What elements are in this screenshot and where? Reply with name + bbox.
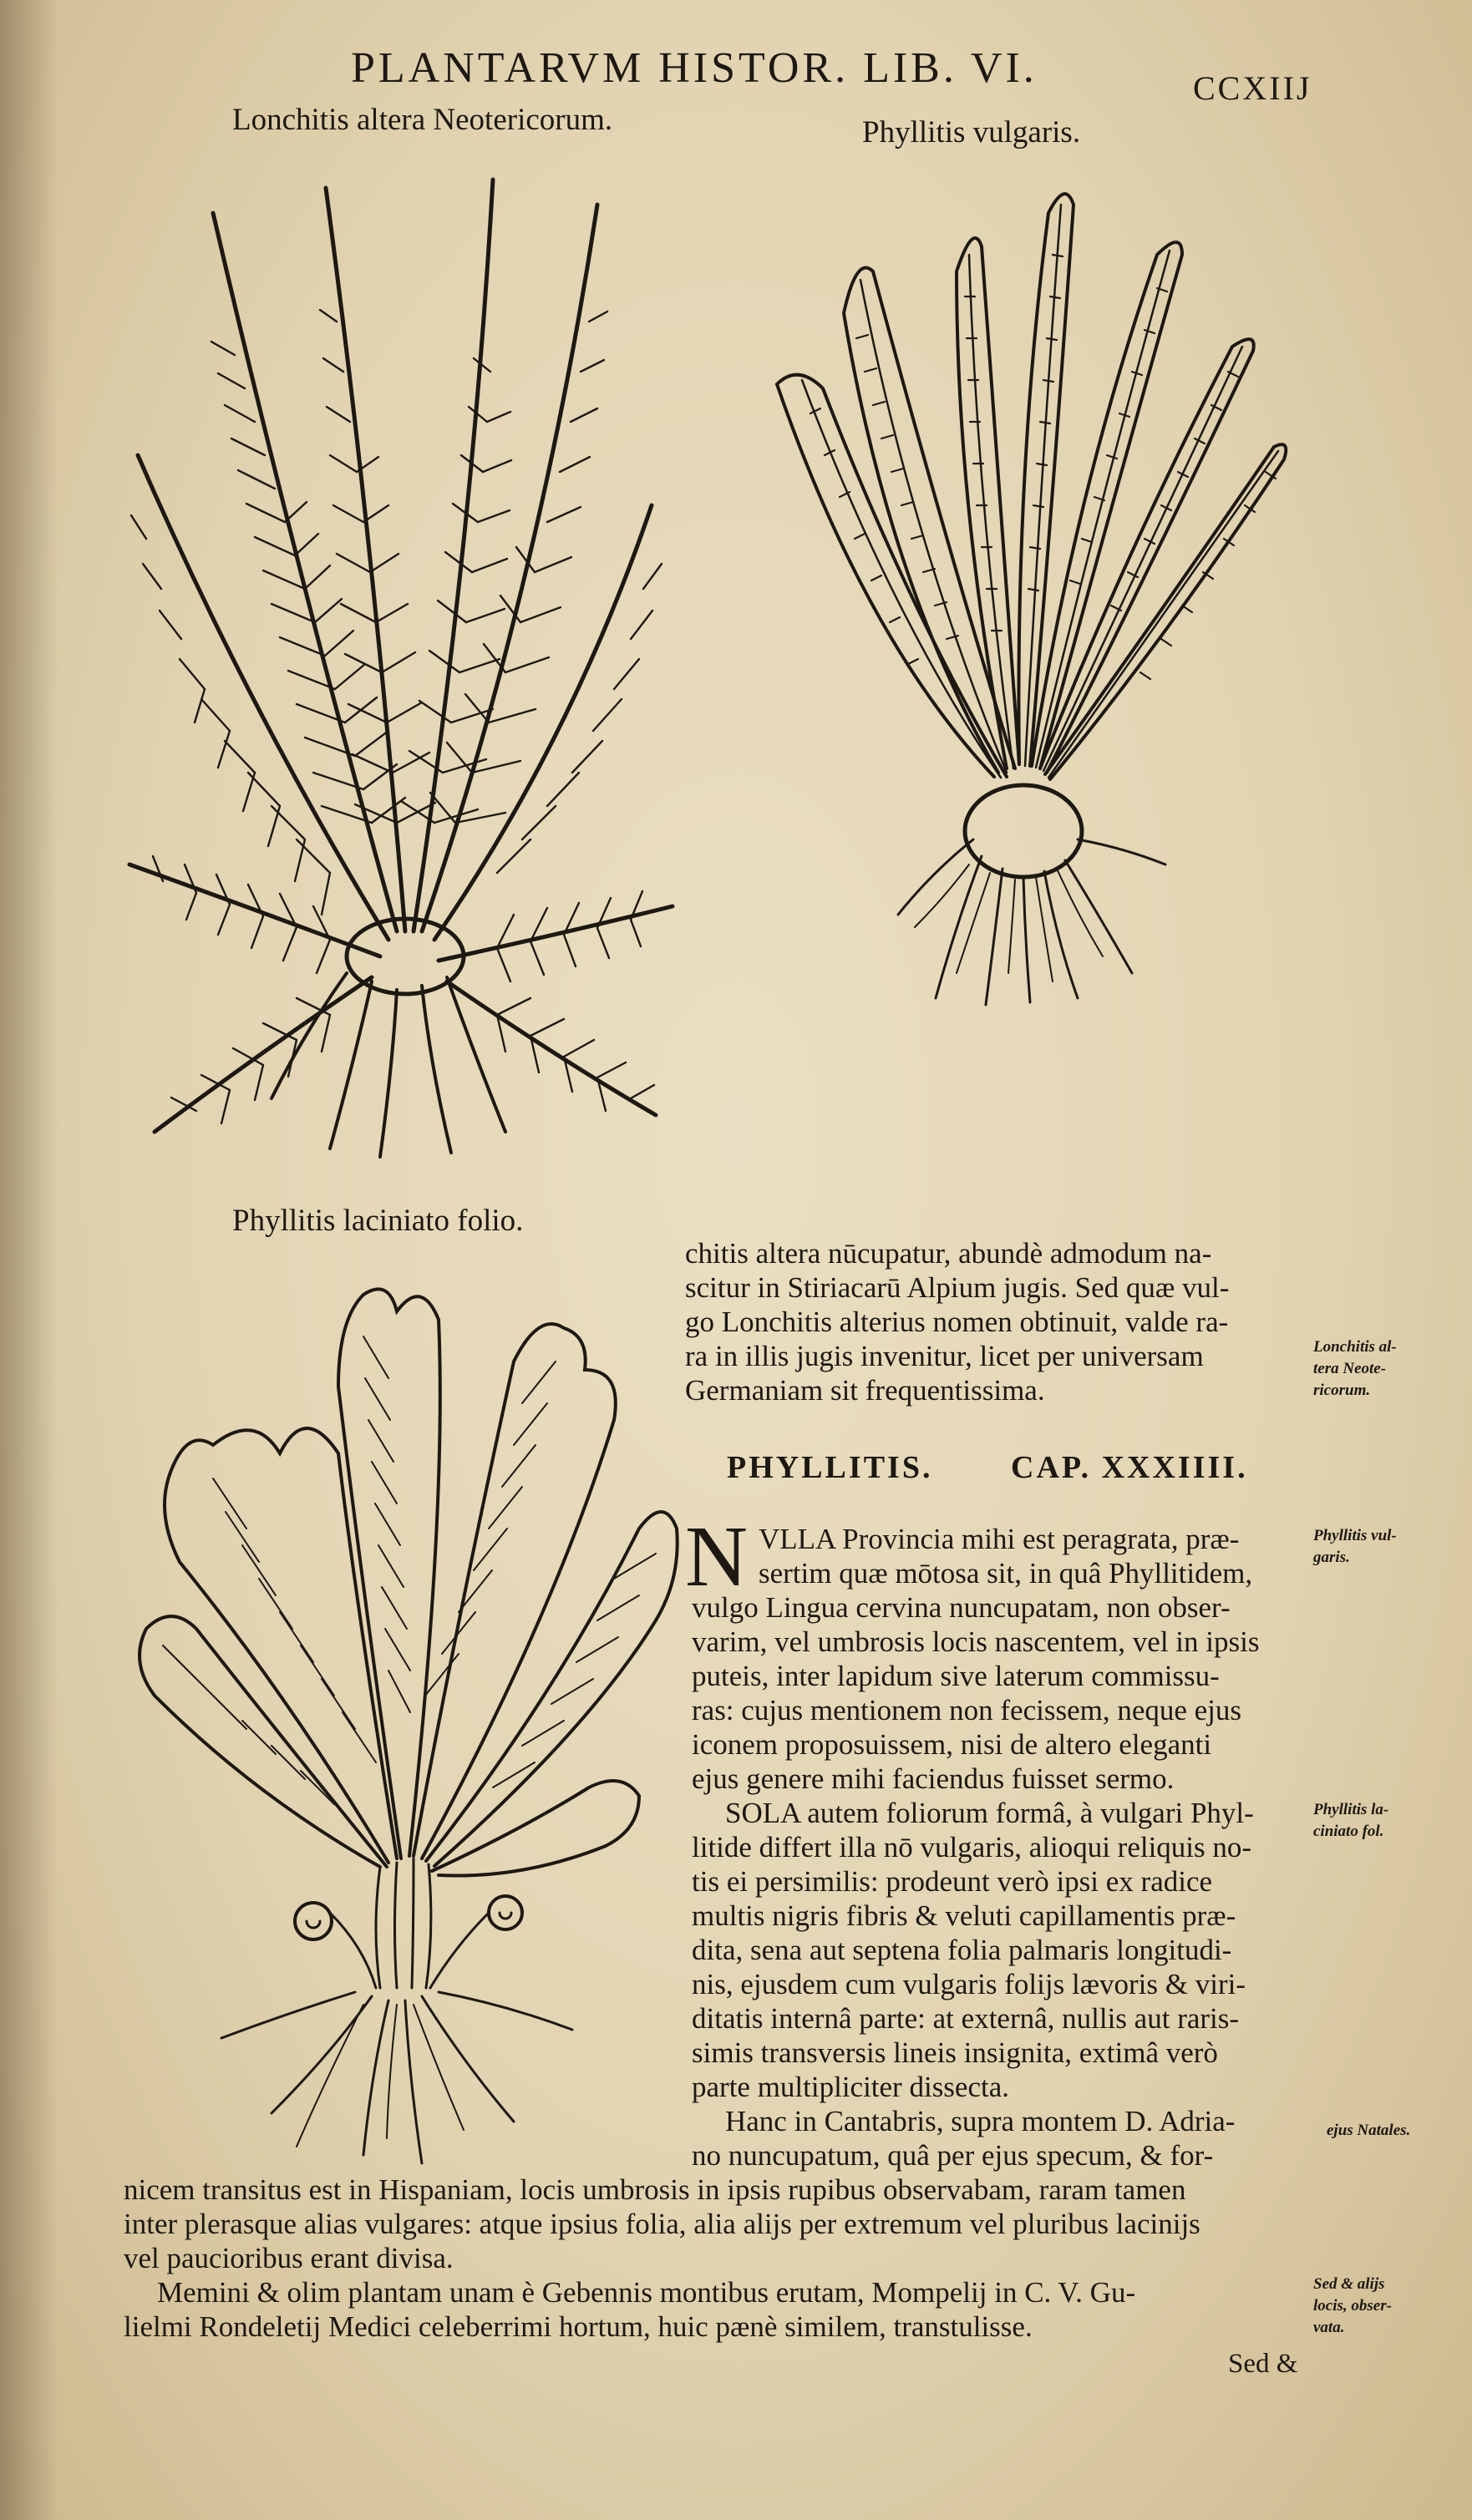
catchword: Sed & <box>1228 2349 1298 2379</box>
note-line: tera Neote- <box>1313 1360 1387 1377</box>
note-line: Phyllitis la- <box>1313 1801 1389 1818</box>
chapter-heading <box>727 1449 1278 1486</box>
note-line: Sed & alijs <box>1313 2275 1385 2293</box>
text-line: litide differt illa nō vulgaris, alioqui reliquis no- <box>692 1831 1252 1863</box>
lonchitis-fern-illustration <box>121 155 689 1178</box>
marginal-note-lonchitis <box>1313 1336 1397 1402</box>
text-line: chitis altera nūcupatur, abundè admodum na- <box>685 1237 1212 1270</box>
phyllitis-vulgaris-illustration <box>764 171 1295 1006</box>
chapter-title: PHYLLITIS. <box>727 1450 933 1485</box>
marginal-note-natales <box>1327 2120 1410 2142</box>
note-line: ricorum. <box>1313 1382 1371 1399</box>
note-line: ciniato fol. <box>1313 1823 1384 1840</box>
sola-paragraph <box>692 1796 1360 2173</box>
chapter-number: CAP. XXXIIII. <box>1011 1450 1248 1485</box>
text-line: ditatis internâ parte: at externâ, nullis aut raris- <box>692 2002 1240 2035</box>
text-line: no nuncupatum, quâ per ejus specum, & for- <box>692 2139 1214 2172</box>
text-line: VLLA Provincia mihi est peragrata, præ- <box>759 1523 1240 1555</box>
folio-number: CCXIIJ <box>1193 69 1312 107</box>
text-line: tis ei persimilis: prodeunt verò ipsi ex radice <box>692 1865 1213 1898</box>
text-line: ras: cujus mentionem non fecissem, neque ejus <box>692 1694 1242 1726</box>
marginal-note-phyllitis-vulgaris <box>1313 1525 1397 1569</box>
gutter-shadow <box>0 0 58 2520</box>
text-line: dita, sena aut septena folia palmaris longitudi- <box>692 1934 1232 1966</box>
note-line: vata. <box>1313 2319 1345 2336</box>
text-line: sertim quæ mōtosa sit, in quâ Phyllitidem, <box>759 1557 1253 1590</box>
chapter-paragraph-body <box>692 1590 1360 1796</box>
text-line: vel paucioribus erant divisa. <box>124 2242 454 2274</box>
running-title: PLANTARVM HISTOR. LIB. VI. <box>351 44 1038 92</box>
continuation-paragraph <box>685 1236 1353 1407</box>
text-line: inter plerasque alias vulgares: atque ipsius folia, alia alijs per extremum vel pluribus lacinijs <box>124 2208 1200 2240</box>
lonchitis-fern-woodcut <box>121 155 689 1178</box>
note-line: locis, obser- <box>1313 2297 1392 2315</box>
chapter-paragraph-head <box>759 1522 1360 1590</box>
text-line: Germaniam sit frequentissima. <box>685 1374 1045 1407</box>
text-line: lielmi Rondeletij Medici celeberrimi hortum, huic pænè similem, transtulisse. <box>124 2310 1033 2343</box>
note-line: Lonchitis al- <box>1313 1338 1397 1356</box>
marginal-note-sed-alijs <box>1313 2274 1392 2339</box>
text-line: puteis, inter lapidum sive laterum commissu- <box>692 1660 1220 1692</box>
text-line: nis, ejusdem cum vulgaris folijs lævoris & viri- <box>692 1968 1246 2000</box>
text-line: iconem proposuissem, nisi de altero eleganti <box>692 1728 1212 1761</box>
text-line: go Lonchitis alterius nomen obtinuit, valde ra- <box>685 1306 1229 1338</box>
text-line: scitur in Stiriacarū Alpium jugis. Sed quæ vul- <box>685 1271 1230 1304</box>
text-line: varim, vel umbrosis locis nascentem, vel in ipsis <box>692 1625 1260 1658</box>
note-line: ejus Natales. <box>1327 2122 1411 2139</box>
text-line: ejus genere mihi faciendus fuisset sermo. <box>692 1762 1175 1795</box>
phyllitis-laciniato-illustration <box>121 1261 689 2172</box>
figure-caption-phyllitis-vulgaris: Phyllitis vulgaris. <box>862 115 1081 150</box>
text-line: SOLA autem foliorum formâ, à vulgari Phyl- <box>725 1797 1254 1829</box>
marginal-note-phyllitis-laciniato <box>1313 1799 1388 1843</box>
hartstongue-woodcut <box>764 171 1295 1006</box>
figure-caption-phyllitis-laciniato: Phyllitis laciniato folio. <box>232 1204 524 1238</box>
text-line: ra in illis jugis invenitur, licet per universam <box>685 1340 1204 1372</box>
note-line: garis. <box>1313 1549 1350 1566</box>
laciniate-hartstongue-woodcut <box>121 1261 689 2172</box>
text-line: multis nigris fibris & veluti capillamentis præ- <box>692 1899 1236 1932</box>
text-line: vulgo Lingua cervina nuncupatam, non obser- <box>692 1591 1231 1624</box>
text-line: nicem transitus est in Hispaniam, locis umbrosis in ipsis rupibus observabam, raram tamen <box>124 2173 1186 2206</box>
figure-caption-lonchitis: Lonchitis altera Neotericorum. <box>232 103 613 137</box>
text-line: parte multipliciter dissecta. <box>692 2071 1010 2103</box>
text-line: Memini & olim plantam unam è Gebennis montibus erutam, Mompelij in C. V. Gu- <box>157 2276 1136 2309</box>
text-line: Hanc in Cantabris, supra montem D. Adria- <box>725 2105 1236 2137</box>
note-line: Phyllitis vul- <box>1313 1527 1397 1544</box>
wide-paragraph <box>124 2173 1360 2344</box>
drop-capital: N <box>685 1508 749 1605</box>
text-line: simis transversis lineis insignita, extimâ verò <box>692 2036 1218 2069</box>
